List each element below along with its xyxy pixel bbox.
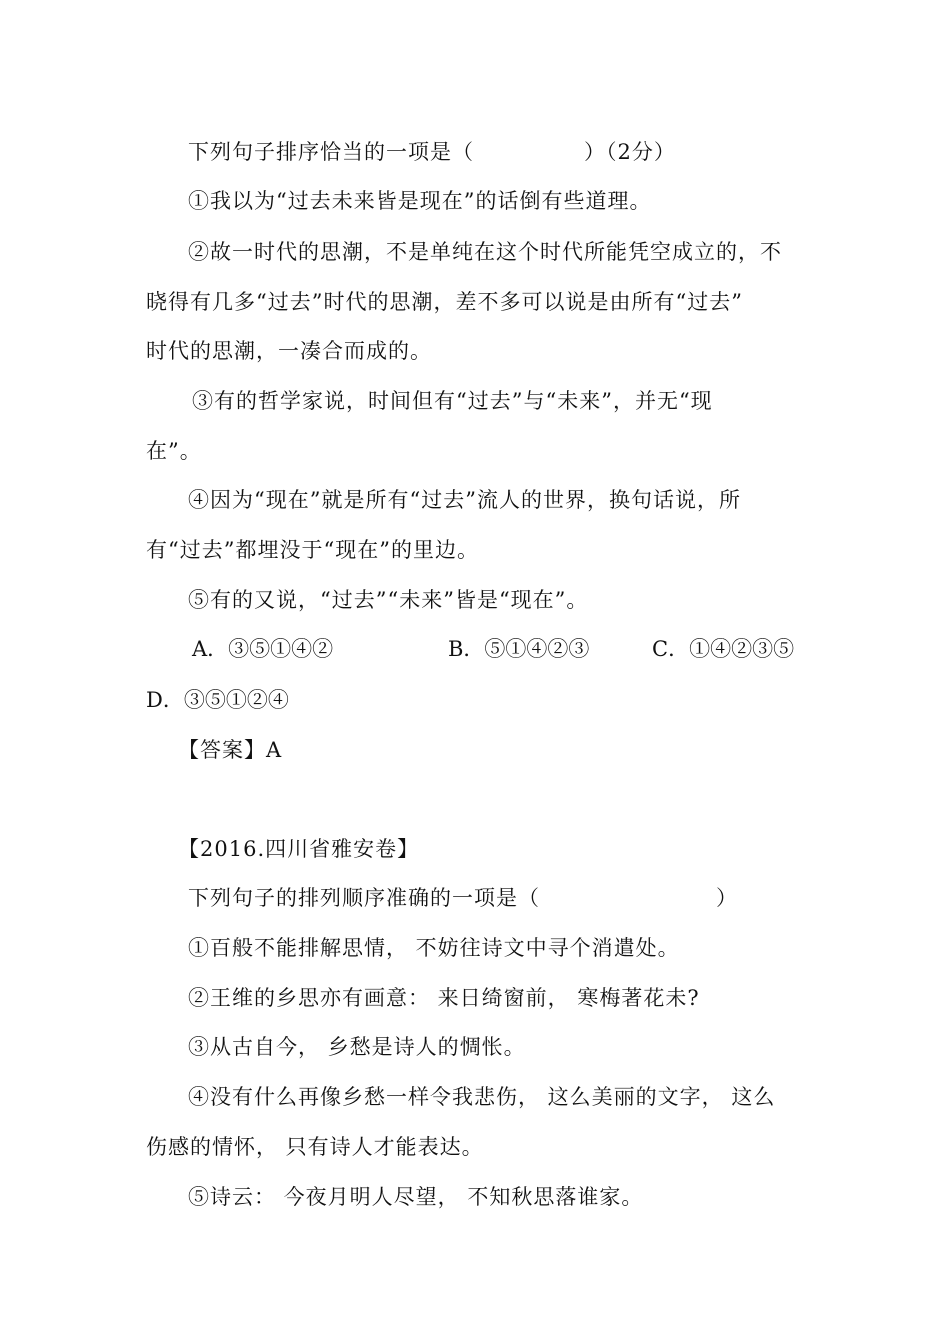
q1-option-d: D．③⑤①②④ xyxy=(146,688,289,712)
q2-prompt: 下列句子的排列顺序准确的一项是（ ） xyxy=(188,886,738,910)
q1-answer: 【答案】A xyxy=(178,738,283,762)
q1-option-b: B．⑤①④②③ xyxy=(448,637,590,661)
q1-sentence-4-line-1: ④因为“现在”就是所有“过去”流人的世界，换句话说，所 xyxy=(188,488,741,512)
q2-sentence-4-line-1: ④没有什么再像乡愁一样令我悲伤， 这么美丽的文字， 这么 xyxy=(188,1085,776,1109)
q2-sentence-5: ⑤诗云： 今夜月明人尽望， 不知秋思落谁家。 xyxy=(188,1185,644,1209)
q1-sentence-3-line-2: 在”。 xyxy=(146,439,202,463)
q1-sentence-2-line-3: 时代的思潮，一凑合而成的。 xyxy=(146,339,432,363)
q2-sentence-2: ②王维的乡思亦有画意： 来日绮窗前， 寒梅著花未? xyxy=(188,986,700,1010)
q1-sentence-2-line-1: ②故一时代的思潮，不是单纯在这个时代所能凭空成立的，不 xyxy=(188,240,782,264)
q2-sentence-1: ①百般不能排解思情， 不妨往诗文中寻个消遣处。 xyxy=(188,936,680,960)
q1-sentence-2-line-2: 晓得有几多“过去”时代的思潮，差不多可以说是由所有“过去” xyxy=(146,290,743,314)
q1-option-c: C．①④②③⑤ xyxy=(652,637,795,661)
q2-source: 【2016.四川省雅安卷】 xyxy=(178,837,420,861)
q1-sentence-3-line-1: ③有的哲学家说，时间但有“过去”与“未来”，并无“现 xyxy=(192,389,713,413)
q1-sentence-5: ⑤有的又说，“过去”“未来”皆是“现在”。 xyxy=(188,588,589,612)
q1-sentence-1: ①我以为“过去未来皆是现在”的话倒有些道理。 xyxy=(188,189,652,213)
q1-sentence-4-line-2: 有“过去”都埋没于“现在”的里边。 xyxy=(146,538,479,562)
q2-sentence-4-line-2: 伤感的情怀， 只有诗人才能表达。 xyxy=(146,1135,484,1159)
q1-option-a: A．③⑤①④② xyxy=(192,637,334,661)
q2-sentence-3: ③从古自今， 乡愁是诗人的惆怅。 xyxy=(188,1035,526,1059)
q1-prompt: 下列句子排序恰当的一项是（ ）（2分） xyxy=(188,140,676,164)
